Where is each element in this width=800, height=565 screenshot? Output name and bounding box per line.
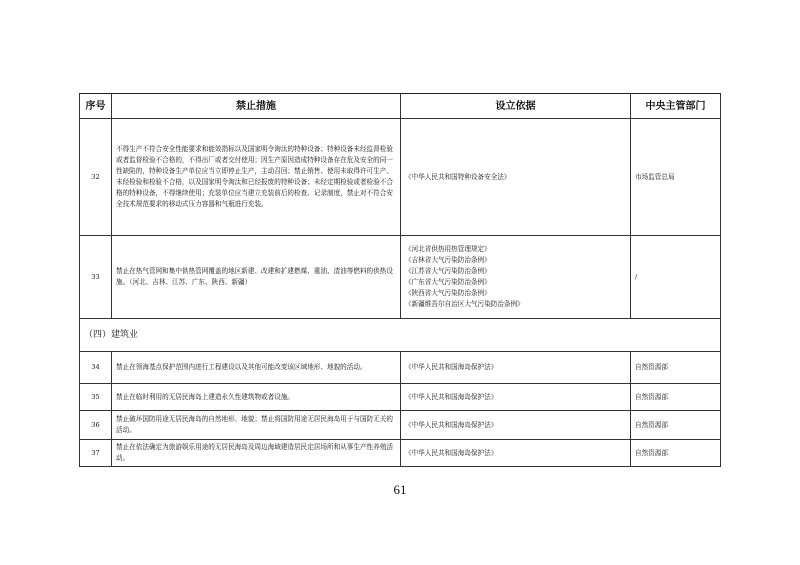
basis-line: 《江苏省大气污染防治条例》 [405, 267, 491, 275]
header-measure: 禁止措施 [112, 94, 401, 119]
dept-cell: / [631, 236, 721, 319]
header-basis: 设立依据 [401, 94, 631, 119]
row-number: 37 [80, 440, 112, 467]
measures-table [79, 93, 721, 467]
basis-line: 《广东省大气污染防治条例》 [405, 278, 491, 286]
basis-cell [401, 440, 631, 467]
row-number: 35 [80, 384, 112, 411]
basis-line: 《陕西省大气污染防治条例》 [405, 289, 491, 297]
table-header-row [80, 94, 721, 119]
basis-line: 《河北省供热用热管理规定》 [405, 245, 491, 253]
basis-line: 《中华人民共和国海岛保护法》 [405, 392, 498, 401]
table-row [80, 236, 721, 319]
table-row [80, 384, 721, 411]
basis-cell [401, 119, 631, 236]
page-number: 61 [393, 482, 407, 497]
table-row [80, 119, 721, 236]
table-row [80, 411, 721, 440]
section-title: （四）建筑业 [80, 319, 721, 352]
basis-line: 《中华人民共和国特种设备安全法》 [405, 172, 511, 181]
table-row [80, 440, 721, 467]
header-num: 序号 [80, 94, 112, 119]
measure-text: 禁止在临时利用的无居民海岛上建造永久性建筑物或者设施。 [112, 384, 401, 411]
table-row [80, 352, 721, 384]
dept-cell: 自然资源部 [631, 352, 721, 384]
section-row [80, 319, 721, 352]
basis-cell [401, 236, 631, 319]
basis-line: 《中华人民共和国海岛保护法》 [405, 363, 498, 371]
dept-cell: 市场监管总局 [631, 119, 721, 236]
row-number: 34 [80, 352, 112, 384]
dept-cell: 自然资源部 [631, 384, 721, 411]
measure-text: 禁止在热气管网和集中供热管网覆盖的地区新建、改建和扩建燃煤、重油、渣油等燃料的供热设施。（河北、吉林、江苏、广东、陕西、新疆） [112, 236, 401, 319]
basis-cell [401, 352, 631, 384]
basis-line: 《新疆维吾尔自治区大气污染防治条例》 [405, 300, 524, 308]
measure-text: 禁止在领海基点保护范围内进行工程建设以及其他可能改变该区域地形、地貌的活动。 [112, 352, 401, 384]
basis-line: 《中华人民共和国海岛保护法》 [405, 448, 498, 457]
row-number: 33 [80, 236, 112, 319]
basis-line: 《吉林省大气污染防治条例》 [405, 256, 491, 264]
row-number: 32 [80, 119, 112, 236]
header-dept: 中央主管部门 [631, 94, 721, 119]
dept-cell: 自然资源部 [631, 411, 721, 440]
measure-text: 不得生产不符合安全性能要求和能效指标以及国家明令淘汰的特种设备；特种设备未经监督检验或者监督检验不合格的，不得出厂或者交付使用；因生产原因造成特种设备存在危及安全的同一性缺陷的，特种设备生产单位应当立即停止生产，主动召回；禁止销售、使用未取得许可生产、未经检验和检验不合格，以及国家明令淘汰和已经报废的特种设备；未经定期检验或者检验不合格的特种设备，不得继续使用；充装单位应当建立充装前后的检查、记录制度，禁止对不符合安全技术规范要求的移动式压力容器和气瓶进行充装。 [112, 119, 401, 236]
measure-text: 禁止在依法确定为旅游娱乐用途的无居民海岛及周边海域建造居民定居场所和从事生产性养殖活动。 [112, 440, 401, 467]
basis-cell [401, 384, 631, 411]
row-number: 36 [80, 411, 112, 440]
basis-cell [401, 411, 631, 440]
basis-line: 《中华人民共和国海岛保护法》 [405, 420, 498, 429]
measure-text: 禁止破坏国防用途无居民海岛的自然地形、地貌；禁止将国防用途无居民海岛用于与国防无关的活动。 [112, 411, 401, 440]
dept-cell: 自然资源部 [631, 440, 721, 467]
